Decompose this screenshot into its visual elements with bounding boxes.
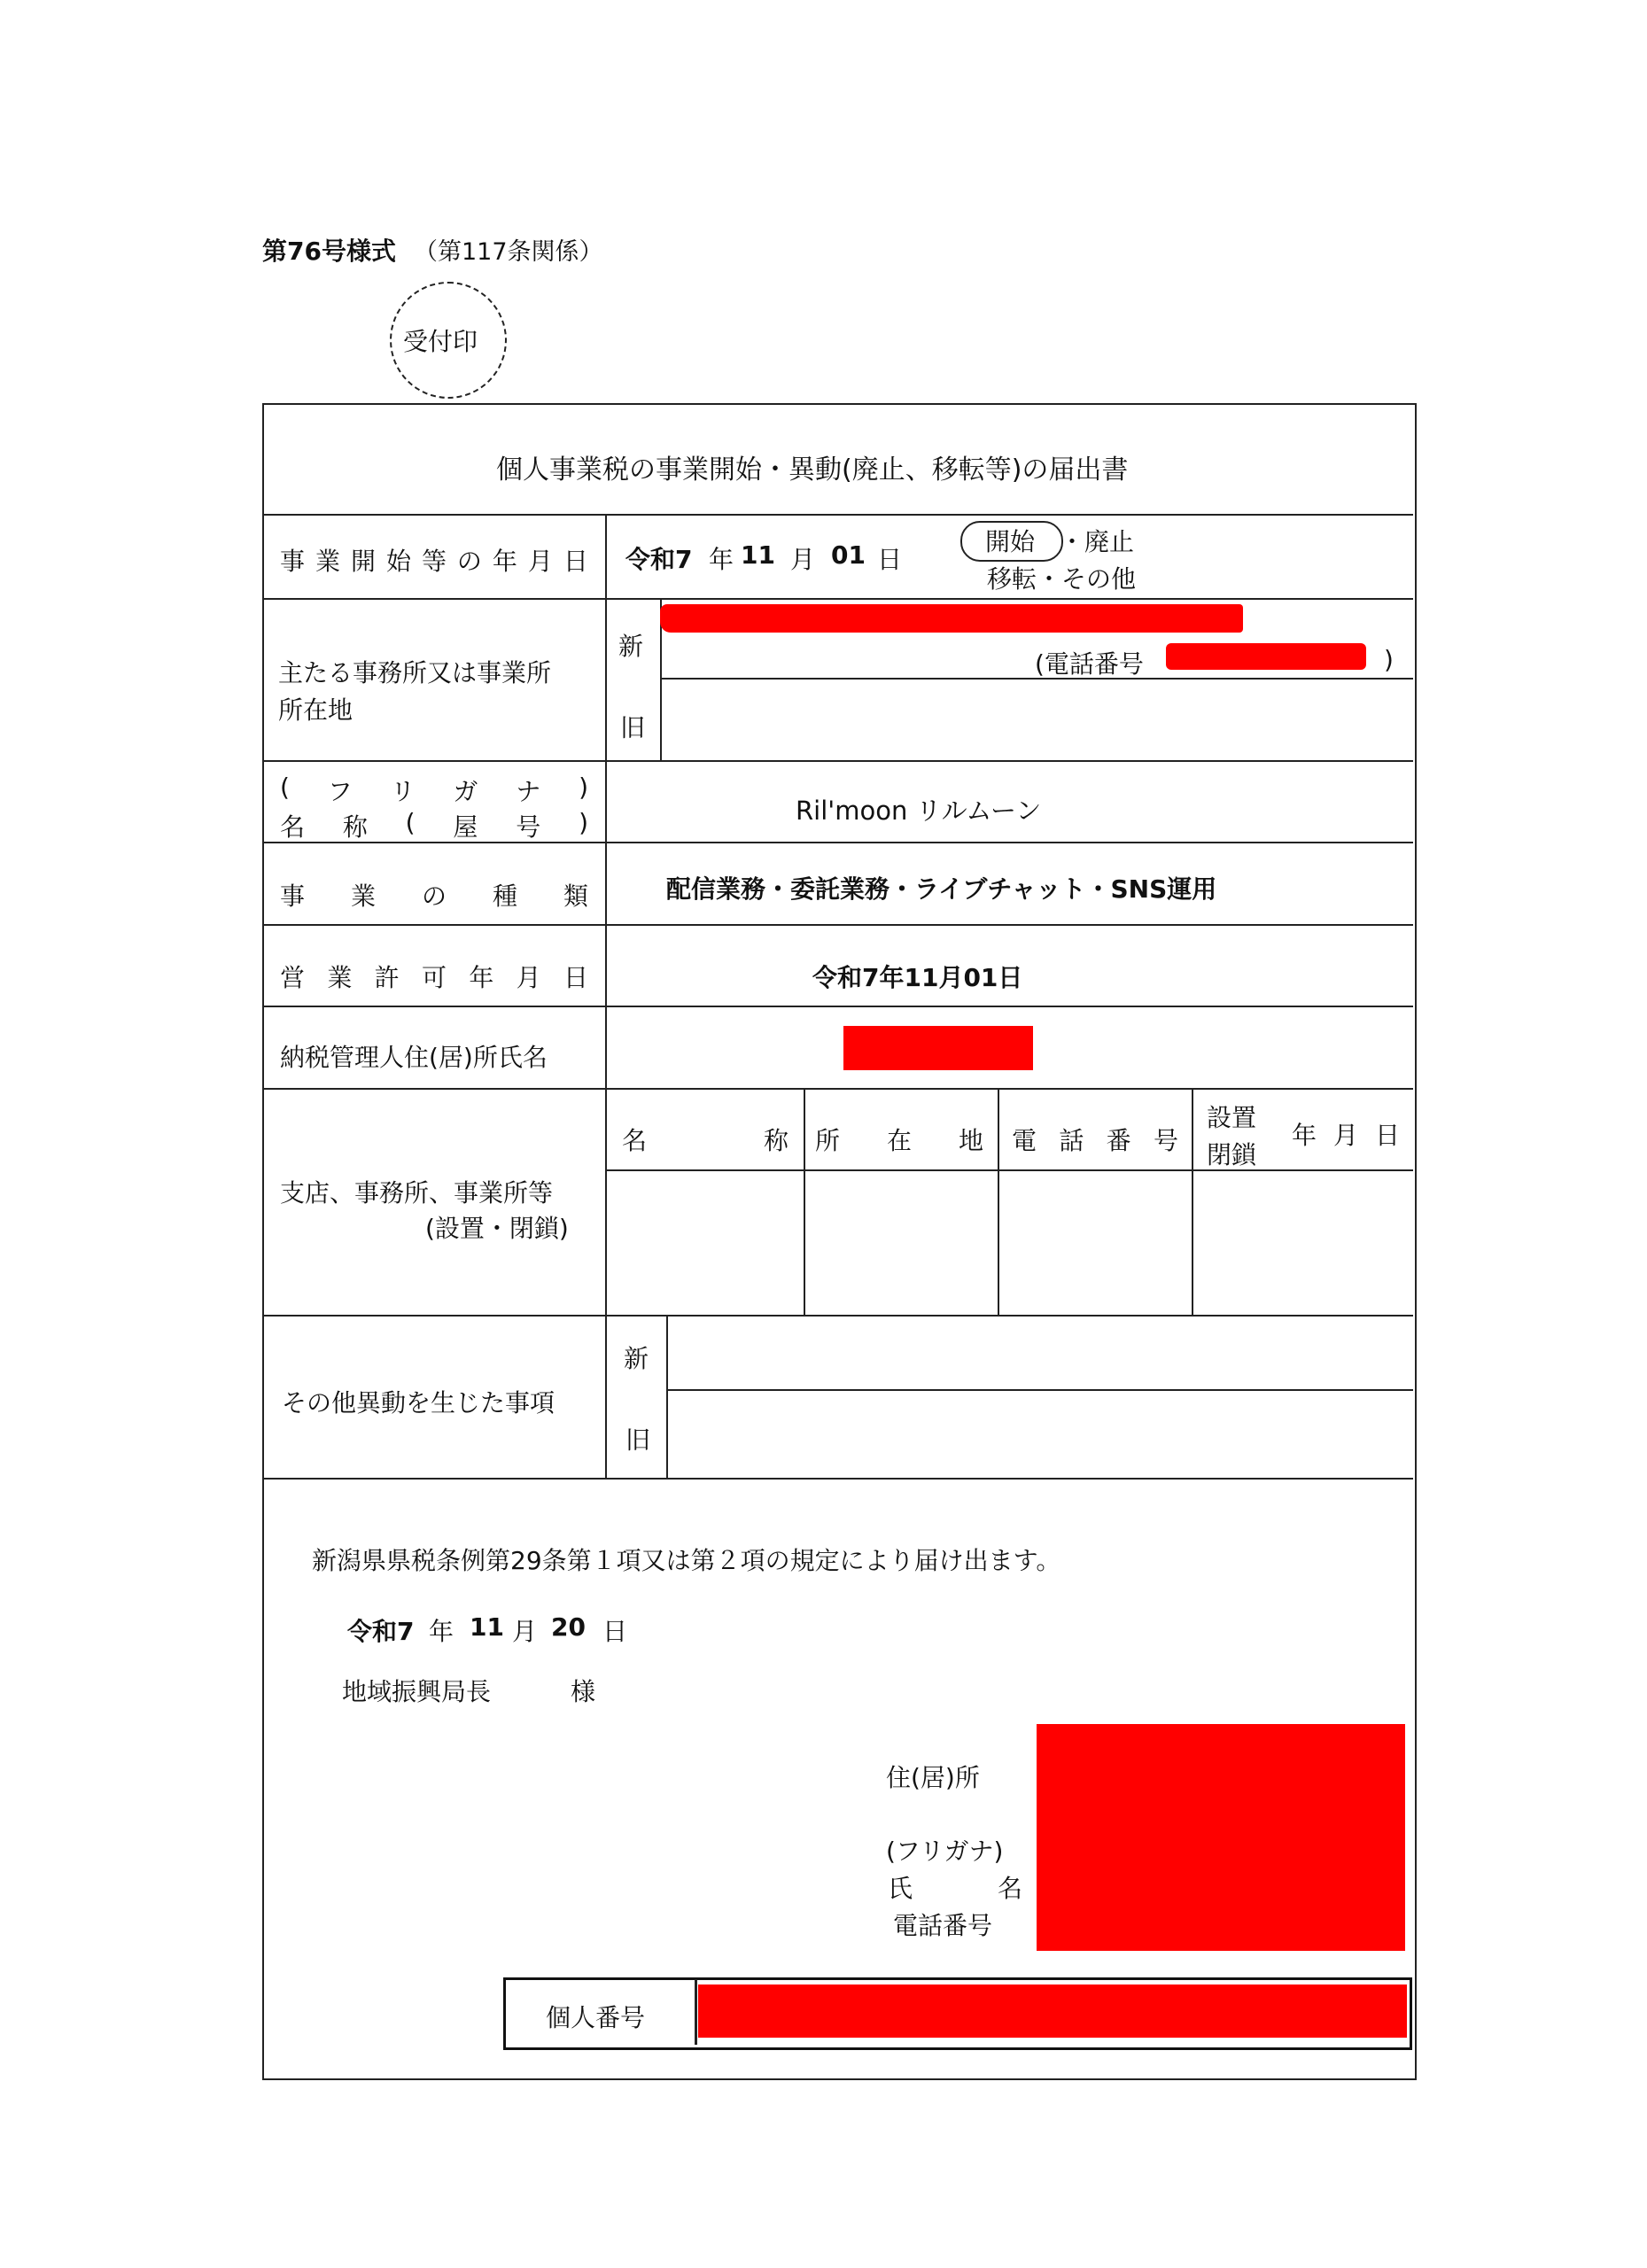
license-date-value: 令和7年11月01日: [812, 963, 1023, 992]
office-label-line1: 主たる事務所又は事業所: [278, 658, 552, 687]
office-old-label: 旧: [620, 713, 646, 742]
redacted-office-address: [660, 604, 1243, 633]
declaration-year-unit: 年: [429, 1617, 454, 1646]
redacted-office-phone: [1166, 643, 1366, 670]
applicant-phone-label: 電話番号: [893, 1911, 993, 1940]
license-date-label: 営 業 許 可 年 月 日: [280, 963, 588, 992]
branches-label-line1: 支店、事務所、事業所等: [280, 1178, 554, 1208]
declaration-era: 令和7: [347, 1617, 415, 1646]
form-number: 第76号様式: [262, 237, 396, 266]
branches-col-address: 所 在 地: [815, 1126, 983, 1155]
office-phone-close: ): [1384, 645, 1394, 674]
other-changes-old-label: 旧: [625, 1425, 651, 1455]
name-label-name: 名 称 ( 屋 号 ): [280, 808, 588, 842]
redacted-applicant-info: [1037, 1724, 1405, 1951]
branches-col-close: 閉鎖: [1207, 1140, 1257, 1169]
branches-label-line2: (設置・閉鎖): [425, 1214, 569, 1243]
option-start-selected: 開始: [985, 527, 1036, 556]
tax-agent-label: 納税管理人住(居)所氏名: [280, 1043, 548, 1072]
start-date-label: 事 業 開 始 等 の 年 月 日: [280, 547, 588, 576]
form-title: 個人事業税の事業開始・異動(廃止、移転等)の届出書: [496, 454, 1129, 485]
applicant-furigana-label: (フリガナ): [886, 1837, 1004, 1866]
branches-col-phone: 電 話 番 号: [1012, 1126, 1178, 1155]
start-date-month-unit: 月: [790, 545, 816, 574]
name-label-furigana: ( フ リ ガ ナ ): [280, 773, 588, 806]
applicant-address-label: 住(居)所: [886, 1763, 980, 1792]
declaration-month: 11: [470, 1612, 504, 1642]
redacted-tax-agent: [843, 1026, 1033, 1070]
option-relocate-other: 移転・その他: [987, 564, 1137, 594]
office-label-line2: 所在地: [278, 695, 353, 725]
declaration-day: 20: [551, 1612, 586, 1642]
branches-col-open: 設置: [1207, 1103, 1257, 1132]
branches-col-name: 名 称: [622, 1126, 789, 1155]
start-date-day-unit: 日: [877, 545, 903, 574]
office-phone-open: (電話番号: [1035, 649, 1144, 679]
business-type-value: 配信業務・委託業務・ライブチャット・SNS運用: [666, 874, 1217, 904]
business-name-value: Ril'moon リルムーン: [796, 796, 1042, 826]
other-changes-new-label: 新: [624, 1344, 649, 1373]
reception-stamp-label: 受付印: [403, 327, 478, 356]
redacted-individual-number: [698, 1984, 1407, 2038]
option-abolish: ・廃止: [1060, 527, 1135, 556]
declaration-day-unit: 日: [602, 1617, 628, 1646]
applicant-name-label: 氏 名: [888, 1874, 1022, 1903]
start-date-month: 11: [741, 540, 775, 570]
declaration-month-unit: 月: [512, 1617, 538, 1646]
start-date-year-unit: 年: [709, 545, 734, 574]
form-relation: （第117条関係）: [414, 238, 603, 266]
addressee: 地域振興局長: [342, 1677, 492, 1706]
declaration-statement: 新潟県県税条例第29条第１項又は第２項の規定により届け出ます。: [312, 1546, 1061, 1575]
start-date-day: 01: [831, 540, 866, 570]
office-new-label: 新: [618, 632, 644, 661]
individual-number-label: 個人番号: [546, 2003, 646, 2032]
start-date-era: 令和7: [625, 545, 693, 574]
other-changes-label: その他異動を生じた事項: [282, 1388, 555, 1418]
addressee-honorific: 様: [571, 1677, 596, 1706]
business-type-label: 事 業 の 種 類: [280, 882, 588, 911]
branches-col-date: 年 月 日: [1292, 1121, 1400, 1150]
